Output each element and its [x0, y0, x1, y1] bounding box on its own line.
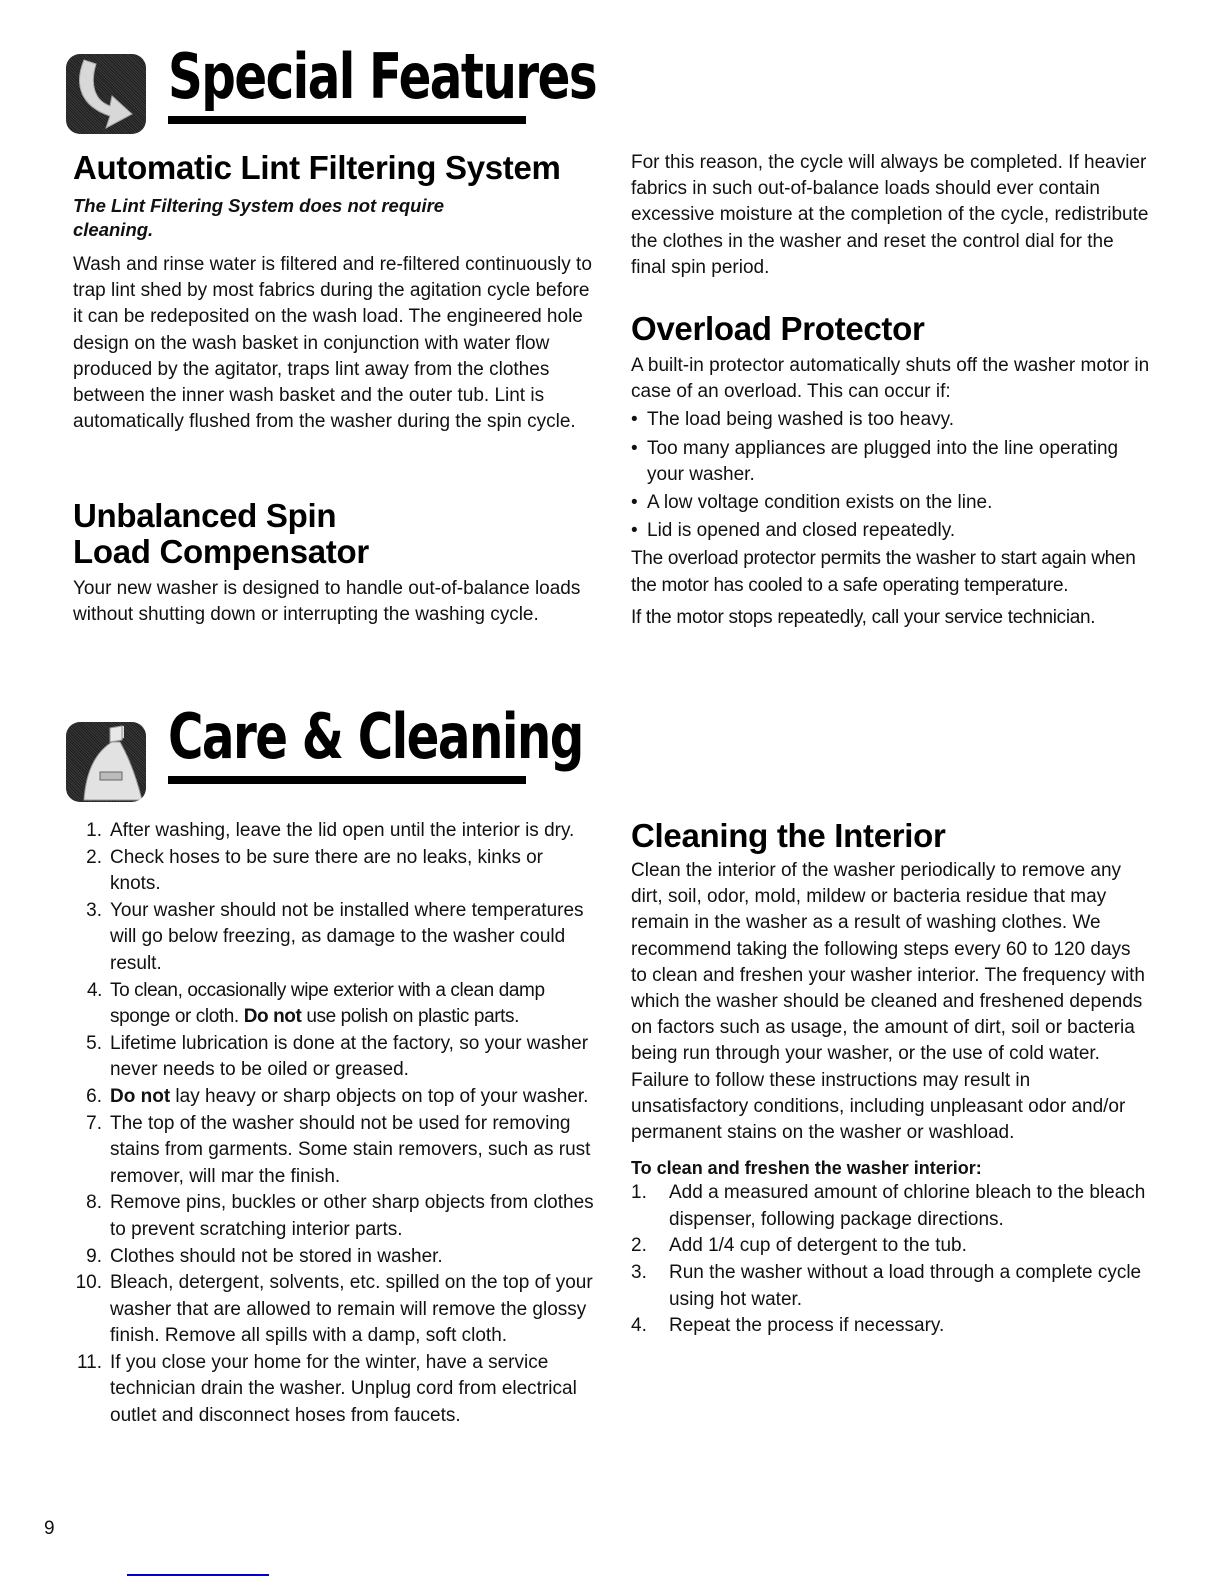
unbalanced-continued-text: For this reason, the cycle will always be completed. If heavier fabrics in such out-of-balance loads should ever contain excessive moisture at the completion of the cycle, redistribute the clothes in the washer and reset the control dial for the final spin period. — [631, 152, 1149, 278]
special-features-banner — [66, 40, 717, 134]
spray-bottle-icon — [66, 722, 146, 802]
overload-bullet: • Lid is opened and closed repeatedly. — [631, 520, 956, 542]
list-item: 5. Lifetime lubrication is done at the factory, so your washer never needs to be oiled or greased. — [86, 1032, 589, 1081]
overload-bullet: • The load being washed is too heavy. — [631, 409, 955, 431]
title-underline — [168, 116, 526, 124]
list-item: 3. Your washer should not be installed where temperatures will go below freezing, as damage to the washer could result. — [86, 899, 584, 974]
lint-filter-section — [73, 150, 593, 435]
overload-after-2: If the motor stops repeatedly, call your service technician. — [631, 606, 1096, 628]
interior-body: Clean the interior of the washer periodically to remove any dirt, soil, odor, mold, mildew or bacteria residue that may remain in the washer as a result of washing clothes. We recommend taking the following steps every 60 to 120 days to clean and freshen your washer interior. The frequency with which the washer should be cleaned and freshened depends on factors such as usage, the amount of dirt, soil or bacteria being run through your washer, or the use of cold water. Failure to follow these instructions may result in unsatisfactory conditions, including unpleasant odor and/or permanent stains on the washer or washload. — [631, 860, 1145, 1144]
lint-heading: Automatic Lint Filtering System — [73, 149, 561, 186]
unbalanced-spin-section — [73, 498, 593, 628]
cleaning-interior-section — [631, 818, 1151, 1340]
page-number: 9 — [44, 1518, 55, 1539]
overload-bullet: • Too many appliances are plugged into the line operating your washer. — [631, 437, 1119, 485]
list-item: 1. Add a measured amount of chlorine bleach to the bleach dispenser, following package directions. — [631, 1182, 1146, 1230]
overload-after-1: The overload protector permits the washer to start again when the motor has cooled to a safe operating temperature. — [631, 548, 1136, 596]
list-item: 4. Repeat the process if necessary. — [631, 1315, 945, 1337]
unbalanced-continued — [631, 150, 1151, 281]
list-item: 8. Remove pins, buckles or other sharp objects from clothes to prevent scratching interior parts. — [86, 1192, 594, 1240]
list-item: 10. Bleach, detergent, solvents, etc. spilled on the top of your washer that are allowed to remain will remove the glossy finish. Remove all spills with a damp, soft cloth. — [75, 1272, 593, 1347]
overload-bullet: • A low voltage condition exists on the line. — [631, 492, 993, 514]
overload-protector-section — [631, 311, 1151, 631]
lint-subhead: The Lint Filtering System does not require cleaning. — [73, 195, 445, 240]
list-item: 6. Do not lay heavy or sharp objects on top of your washer. — [86, 1085, 589, 1107]
footer-rule — [127, 1574, 269, 1576]
curved-arrow-icon — [66, 54, 146, 134]
unbalanced-heading-line1: Unbalanced Spin — [73, 497, 337, 534]
list-item: 7. The top of the washer should not be used for removing stains from garments. Some stain removers, such as rust remover, will mar the finish. — [86, 1112, 591, 1187]
list-item: 4. To clean, occasionally wipe exterior with a clean damp sponge or cloth. Do not use polish on plastic parts. — [86, 979, 545, 1028]
list-item: 11. If you close your home for the winter, have a service technician drain the washer. Unplug cord from electrical outlet and disconnect hoses from faucets. — [76, 1351, 577, 1427]
list-item: 1. After washing, leave the lid open until the interior is dry. — [86, 820, 575, 841]
title-underline — [168, 776, 526, 784]
overload-intro: A built-in protector automatically shuts off the washer motor in case of an overload. This can occur if: — [631, 355, 1150, 403]
unbalanced-body: Your new washer is designed to handle out-of-balance loads without shutting down or interrupting the washing cycle. — [73, 578, 581, 626]
interior-heading: Cleaning the Interior — [631, 817, 946, 854]
do-not-emphasis: Do not — [243, 1006, 302, 1028]
overload-heading: Overload Protector — [631, 310, 925, 347]
unbalanced-heading-line2: Load Compensator — [73, 533, 369, 570]
do-not-emphasis: Do not — [110, 1085, 171, 1107]
care-list — [66, 818, 596, 1430]
list-item: 2. Check hoses to be sure there are no leaks, kinks or knots. — [86, 846, 544, 895]
list-item: 3. Run the washer without a load through a complete cycle using hot water. — [631, 1262, 1142, 1310]
care-cleaning-banner — [66, 700, 700, 802]
special-features-title: Special Features — [168, 40, 597, 113]
list-item: 2. Add 1/4 cup of detergent to the tub. — [631, 1235, 967, 1257]
list-item: 9. Clothes should not be stored in washer. — [86, 1245, 443, 1267]
lint-body: Wash and rinse water is filtered and re-filtered continuously to trap lint shed by most fabrics during the agitation cycle before it can be redeposited on the wash load. The engineered hole design on the wash basket in conjunction with water flow produced by the agitator, traps lint away from the clothes between the inner wash basket and the outer tub. Lint is automatically flushed from the washer during the spin cycle. — [73, 254, 592, 433]
care-cleaning-title: Care & Cleaning — [168, 700, 583, 773]
interior-steps-heading: To clean and freshen the washer interior: — [631, 1158, 982, 1179]
